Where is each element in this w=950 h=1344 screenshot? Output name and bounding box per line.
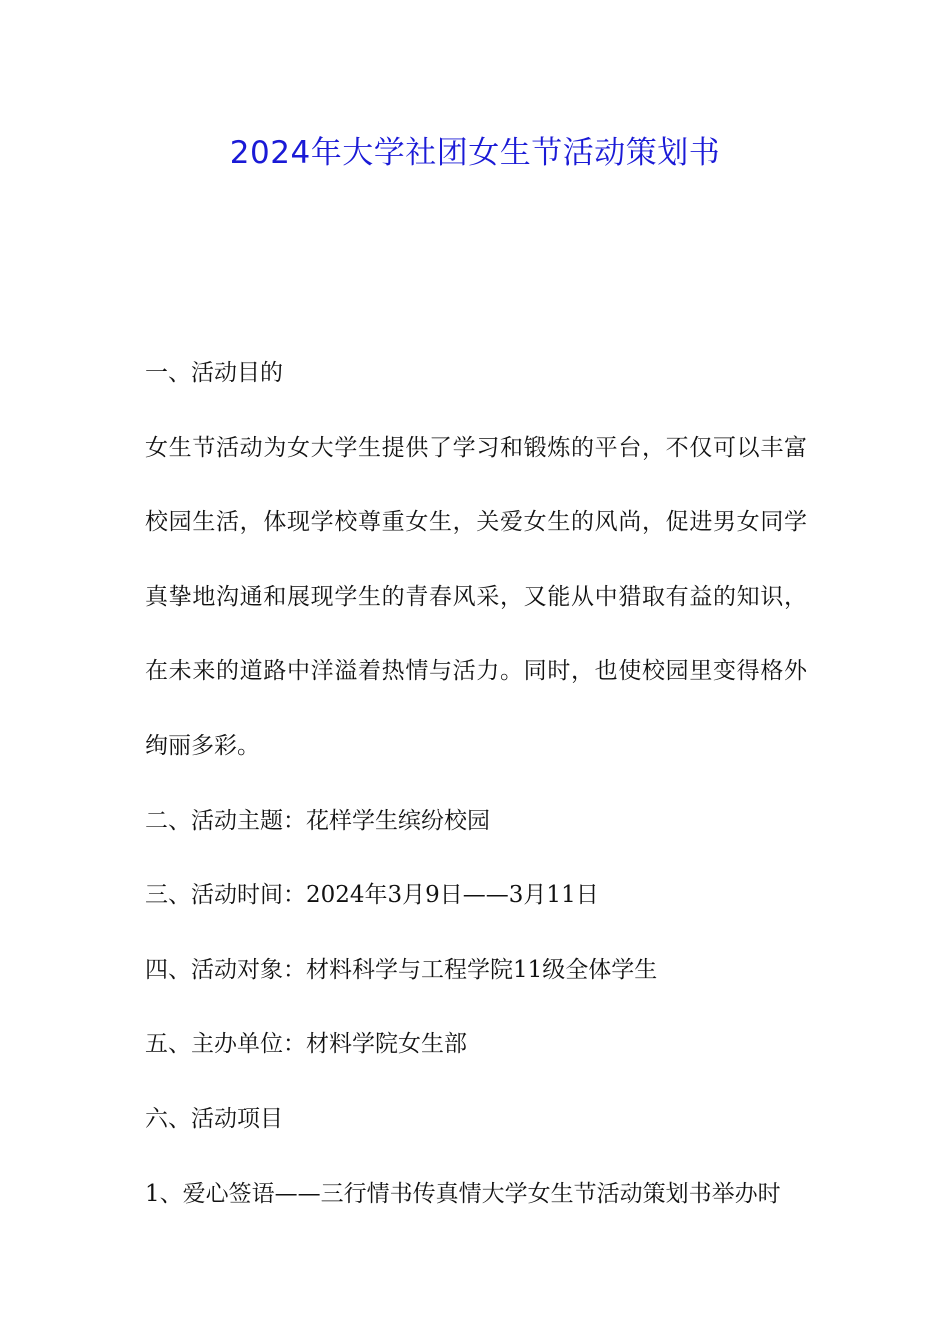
document-title: 2024年大学社团女生节活动策划书: [229, 135, 721, 171]
section-heading-projects: 六、活动项目: [145, 1105, 283, 1132]
section-heading-purpose: 一、活动目的: [145, 360, 283, 386]
section-theme: 二、活动主题：花样学生缤纷校园: [145, 807, 490, 834]
document-body: [145, 336, 807, 1231]
paragraph-purpose: 女生节活动为女大学生提供了学习和锻炼的平台，不仅可以丰富校园生活，体现学校尊重女生，关爱女生的风尚，促进男女同学真挚地沟通和展现学生的青春风采，又能从中猎取有益的知识，在未来的道路中洋溢着热情与活力。同时，也使校园里变得格外绚丽多彩。: [145, 434, 807, 759]
section-time: 三、活动时间：2024年3月9日——3月11日: [145, 882, 599, 909]
project-item-1: 1、爱心签语——三行情书传真情大学女生节活动策划书举办时: [145, 1180, 781, 1207]
section-audience: 四、活动对象：材料科学与工程学院11级全体学生: [145, 956, 658, 983]
section-organizer: 五、主办单位：材料学院女生部: [145, 1031, 467, 1058]
